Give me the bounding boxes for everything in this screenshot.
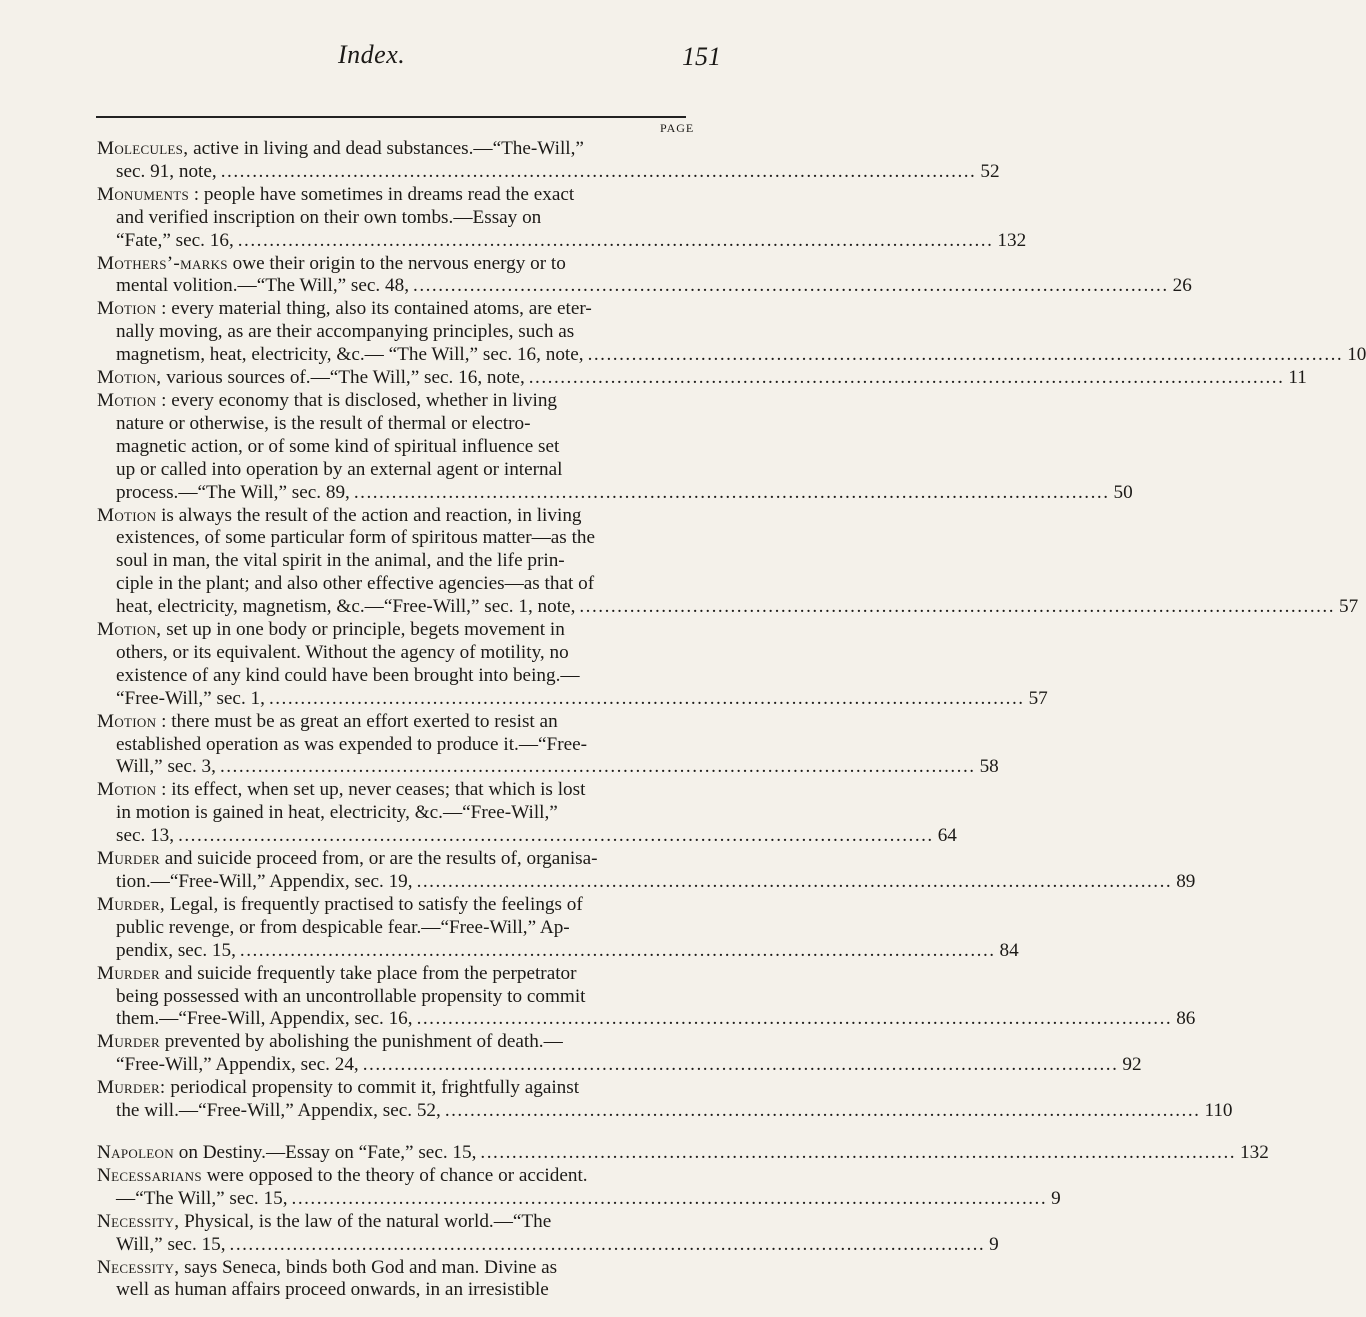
index-section bbox=[97, 138, 1366, 1123]
entry-continuation: public revenge, or from despicable fear.—“Free-Will,” Ap- bbox=[116, 916, 570, 938]
entry-heading: Motion, bbox=[97, 367, 162, 389]
entry-page-number: 84 bbox=[999, 939, 1019, 961]
index-entry bbox=[97, 298, 1366, 367]
header-page-number: 151 bbox=[682, 42, 721, 71]
entry-text bbox=[97, 1142, 476, 1165]
index-entry bbox=[97, 389, 1133, 505]
entry-last-line bbox=[97, 1233, 999, 1257]
entry-page-number: 52 bbox=[980, 160, 1000, 182]
entry-text-rest: set up in one body or principle, begets movement in bbox=[161, 619, 565, 641]
entry-heading: Molecules, bbox=[97, 138, 189, 159]
index-entry bbox=[97, 710, 999, 780]
index-entry bbox=[97, 1141, 1269, 1165]
entry-heading: Necessity, bbox=[97, 1256, 180, 1278]
index-entry bbox=[97, 619, 1048, 711]
entry-text: “Free-Will,” Appendix, sec. 24, bbox=[116, 1054, 359, 1076]
entry-page-number: 9 bbox=[989, 1233, 999, 1255]
entry-heading: Monuments bbox=[97, 183, 189, 205]
entry-line bbox=[97, 1165, 687, 1188]
entry-line bbox=[97, 848, 687, 871]
entry-continuation: established operation as was expended to produce it.—“Free- bbox=[116, 733, 588, 755]
entry-heading: Necessity, bbox=[97, 1210, 180, 1232]
entry-last-line bbox=[97, 939, 1019, 963]
header-title: Index. bbox=[338, 40, 406, 69]
entry-line bbox=[97, 619, 687, 642]
entry-text: —“The Will,” sec. 15, bbox=[116, 1187, 288, 1209]
index-entry bbox=[97, 1077, 1233, 1123]
entry-text-rest: is always the result of the action and reaction, in living bbox=[156, 504, 582, 526]
entry-line bbox=[97, 184, 687, 207]
entry-text-rest: : people have sometimes in dreams read the exact bbox=[188, 183, 575, 205]
dot-leader: ........................................................................................................................ bbox=[528, 367, 1285, 389]
dot-leader: ........................................................................................................................ bbox=[413, 275, 1169, 297]
entry-text-rest: prevented by abolishing the punishment of death.— bbox=[159, 1031, 563, 1053]
index-entry bbox=[97, 1164, 1061, 1211]
index-entry bbox=[97, 1031, 1142, 1077]
index-entry bbox=[97, 504, 1359, 620]
entry-continuation: others, or its equivalent. Without the agency of motility, no bbox=[116, 641, 569, 663]
entry-page-number: 26 bbox=[1172, 275, 1192, 297]
entry-line bbox=[97, 253, 687, 276]
entry-text-rest: were opposed to the theory of chance or accident. bbox=[201, 1164, 588, 1186]
entry-line bbox=[97, 1211, 687, 1234]
entry-text: heat, electricity, magnetism, &c.—“Free-Will,” sec. 1, note, bbox=[116, 596, 576, 618]
entry-page-number: 58 bbox=[979, 756, 999, 778]
entry-page-number: 11 bbox=[1288, 367, 1307, 389]
dot-leader: ........................................................................................................................ bbox=[587, 344, 1344, 366]
entry-line bbox=[97, 367, 1307, 390]
entry-text: “Free-Will,” sec. 1, bbox=[116, 687, 265, 709]
entry-page-number: 57 bbox=[1339, 596, 1359, 618]
dot-leader: ........................................................................................................................ bbox=[480, 1141, 1237, 1163]
dot-leader: ........................................................................................................................ bbox=[219, 756, 976, 778]
entry-last-line bbox=[97, 871, 1196, 894]
running-header bbox=[0, 30, 800, 90]
entry-last-line bbox=[97, 1054, 1142, 1077]
index-entry bbox=[97, 893, 1019, 963]
entry-last-line bbox=[97, 825, 957, 848]
entry-text-rest: various sources of.—“The Will,” sec. 16, note, bbox=[161, 367, 525, 389]
entry-text: tion.—“Free-Will,” Appendix, sec. 19, bbox=[116, 871, 413, 892]
index-entry bbox=[97, 138, 1000, 184]
index-entry bbox=[97, 1257, 687, 1303]
entry-line bbox=[97, 298, 687, 321]
entry-text-rest: periodical propensity to commit it, frightfully against bbox=[165, 1077, 580, 1099]
entry-page-number: 57 bbox=[1028, 687, 1048, 709]
entry-text: process.—“The Will,” sec. 89, bbox=[116, 481, 350, 503]
entry-line bbox=[97, 390, 687, 413]
entry-page-number: 86 bbox=[1176, 1008, 1196, 1030]
index-entry bbox=[97, 367, 1307, 390]
entry-heading: Motion, bbox=[97, 619, 162, 641]
dot-leader: ........................................................................................................................ bbox=[239, 939, 996, 961]
entry-continuation: up or called into operation by an external agent or internal bbox=[116, 458, 563, 480]
dot-leader: ........................................................................................................................ bbox=[353, 481, 1110, 503]
entry-heading: Murder bbox=[97, 962, 160, 984]
index-entry bbox=[97, 848, 1196, 894]
entry-line bbox=[97, 779, 687, 802]
entry-text: the will.—“Free-Will,” Appendix, sec. 52, bbox=[116, 1100, 441, 1122]
entry-text: sec. 13, bbox=[116, 825, 175, 847]
entry-last-line bbox=[97, 596, 1359, 619]
entry-text-rest: says Seneca, binds both God and man. Divine as bbox=[179, 1256, 558, 1278]
entry-text-rest: : its effect, when set up, never ceases; that which is lost bbox=[156, 779, 586, 801]
index-entry bbox=[97, 1210, 999, 1257]
dot-leader: ........................................................................................................................ bbox=[579, 596, 1335, 618]
entry-last-line bbox=[97, 1100, 1233, 1123]
entry-text-rest: : every material thing, also its contained atoms, are eter- bbox=[156, 298, 592, 320]
entry-heading: Napoleon bbox=[97, 1141, 174, 1163]
dot-leader: ........................................................................................................................ bbox=[178, 825, 934, 847]
entry-heading: Murder bbox=[97, 1031, 160, 1053]
entry-line bbox=[97, 711, 687, 734]
entry-page-number: 89 bbox=[1176, 871, 1196, 892]
dot-leader: ........................................................................................................................ bbox=[362, 1054, 1119, 1076]
entry-heading: Motion bbox=[97, 504, 157, 526]
entry-continuation: and verified inscription on their own tombs.—Essay on bbox=[116, 206, 542, 228]
entry-text: sec. 91, note, bbox=[116, 160, 217, 182]
entry-continuation: well as human affairs proceed onwards, in an irresistible bbox=[116, 1279, 549, 1301]
entry-page-number: 50 bbox=[1113, 481, 1133, 503]
page-column-label: PAGE bbox=[660, 121, 695, 135]
entry-text: them.—“Free-Will, Appendix, sec. 16, bbox=[116, 1008, 413, 1030]
entry-line bbox=[97, 1031, 687, 1054]
entry-text: Will,” sec. 3, bbox=[116, 756, 216, 778]
entry-page-number: 10 bbox=[1347, 344, 1366, 366]
index-entry bbox=[97, 779, 957, 848]
index-section bbox=[97, 1141, 1269, 1302]
entry-text-rest: and suicide frequently take place from the perpetrator bbox=[159, 962, 577, 984]
entry-line bbox=[97, 1077, 687, 1100]
entry-continuation: magnetic action, or of some kind of spiritual influence set bbox=[116, 435, 560, 457]
index-entry bbox=[97, 252, 1192, 299]
entry-last-line bbox=[97, 344, 1366, 367]
dot-leader: ........................................................................................................................ bbox=[416, 871, 1173, 892]
entry-page-number: 132 bbox=[1240, 1141, 1269, 1163]
entry-line bbox=[97, 138, 687, 161]
entry-page-number: 9 bbox=[1051, 1187, 1061, 1209]
entry-heading: Murder bbox=[97, 848, 160, 870]
entry-text-rest: : every economy that is disclosed, whether in living bbox=[156, 389, 558, 411]
entry-last-line bbox=[97, 1187, 1061, 1211]
entry-page-number: 110 bbox=[1204, 1100, 1233, 1122]
entry-heading: Motion bbox=[97, 389, 157, 411]
entry-heading: Motion bbox=[97, 710, 157, 732]
index-entry bbox=[97, 962, 1196, 1032]
entry-text: Will,” sec. 15, bbox=[116, 1233, 226, 1255]
entry-text-rest: Physical, is the law of the natural world.—“The bbox=[179, 1210, 552, 1232]
entry-text-rest: active in living and dead substances.—“The-Will,” bbox=[188, 138, 584, 159]
entry-continuation: existences, of some particular form of spiritous matter—as the bbox=[116, 527, 596, 549]
entry-last-line bbox=[97, 229, 1027, 253]
entry-text bbox=[97, 367, 525, 390]
entry-text-rest: on Destiny.—Essay on “Fate,” sec. 15, bbox=[173, 1141, 477, 1163]
entry-page-number: 64 bbox=[937, 825, 957, 847]
dot-leader: ........................................................................................................................ bbox=[237, 229, 994, 251]
entry-continuation: soul in man, the vital spirit in the animal, and the life prin- bbox=[116, 550, 565, 572]
entry-heading: Murder: bbox=[97, 1077, 166, 1099]
entry-text: magnetism, heat, electricity, &c.— “The Will,” sec. 16, note, bbox=[116, 344, 584, 366]
entry-text-rest: Legal, is frequently practised to satisfy the feelings of bbox=[165, 893, 583, 915]
entry-heading: Mothers’-marks bbox=[97, 252, 228, 274]
entry-text-rest: owe their origin to the nervous energy or to bbox=[227, 252, 566, 274]
dot-leader: ........................................................................................................................ bbox=[229, 1233, 986, 1255]
entry-last-line bbox=[97, 275, 1192, 298]
entry-heading: Necessarians bbox=[97, 1164, 202, 1186]
entry-line bbox=[97, 1257, 687, 1280]
entry-last-line bbox=[97, 160, 1000, 184]
entry-text: pendix, sec. 15, bbox=[116, 939, 236, 961]
entry-heading: Motion bbox=[97, 298, 157, 320]
dot-leader: ........................................................................................................................ bbox=[220, 160, 977, 182]
entry-page-number: 132 bbox=[997, 229, 1027, 251]
entry-last-line bbox=[97, 1008, 1196, 1031]
index-entries bbox=[97, 138, 1366, 1302]
dot-leader: ........................................................................................................................ bbox=[444, 1100, 1201, 1122]
entry-heading: Motion bbox=[97, 779, 157, 801]
entry-continuation: existence of any kind could have been brought into being.— bbox=[116, 664, 580, 686]
dot-leader: ........................................................................................................................ bbox=[291, 1187, 1048, 1209]
entry-continuation: in motion is gained in heat, electricity, &c.—“Free-Will,” bbox=[116, 802, 558, 824]
entry-continuation: being possessed with an uncontrollable propensity to commit bbox=[116, 985, 586, 1007]
index-entry bbox=[97, 183, 1027, 253]
entry-last-line bbox=[97, 481, 1133, 505]
entry-last-line bbox=[97, 756, 999, 779]
header-rule bbox=[96, 116, 686, 118]
entry-page-number: 92 bbox=[1122, 1054, 1142, 1076]
entry-line bbox=[97, 894, 687, 917]
dot-leader: ........................................................................................................................ bbox=[268, 687, 1025, 709]
entry-line bbox=[97, 1141, 1269, 1165]
dot-leader: ........................................................................................................................ bbox=[416, 1008, 1173, 1030]
entry-text-rest: and suicide proceed from, or are the results of, organisa- bbox=[159, 848, 598, 870]
entry-last-line bbox=[97, 687, 1048, 711]
entry-continuation: nally moving, as are their accompanying principles, such as bbox=[116, 321, 575, 343]
entry-text: “Fate,” sec. 16, bbox=[116, 229, 234, 251]
entry-continuation: ciple in the plant; and also other effective agencies—as that of bbox=[116, 573, 595, 595]
entry-continuation: nature or otherwise, is the result of thermal or electro- bbox=[116, 412, 531, 434]
entry-text: mental volition.—“The Will,” sec. 48, bbox=[116, 275, 410, 297]
entry-line bbox=[97, 505, 687, 528]
entry-line bbox=[97, 963, 687, 986]
entry-heading: Murder, bbox=[97, 893, 166, 915]
entry-text-rest: : there must be as great an effort exerted to resist an bbox=[156, 710, 558, 732]
